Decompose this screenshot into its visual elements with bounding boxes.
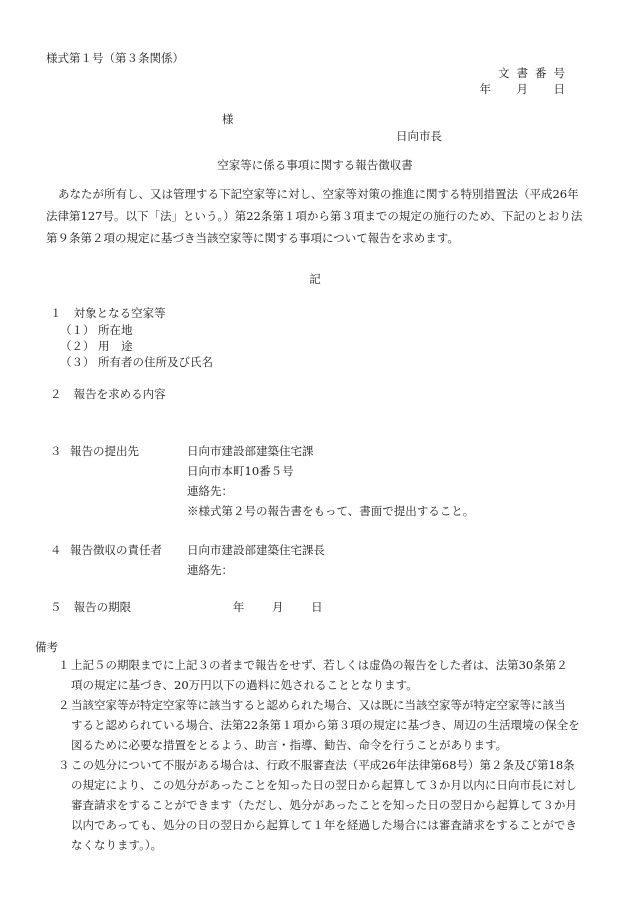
- section-label: 報告の期限: [73, 600, 132, 614]
- responsible-line: 連絡先：: [187, 563, 233, 577]
- section-label: 報告徴収の責任者: [70, 543, 162, 557]
- remark-line: すると認められている場合、法第22条第１項から第３項の規定に基づき、周辺の生活環境の保全を: [71, 718, 580, 732]
- responsible-line: 日向市建設部建築住宅課長: [187, 543, 325, 557]
- remark-line: 以内であっても、処分の日の翌日から起算して１年を経過した場合には審査請求をすることができ: [71, 818, 577, 832]
- section-number: ５: [50, 600, 62, 614]
- remarks-heading: 備考: [35, 640, 58, 654]
- section-label: 報告を求める内容: [73, 387, 166, 401]
- remark-line: 図るために必要な措置をとるよう、助言・指導、勧告、命令を行うことがあります。: [71, 738, 508, 752]
- section-deadline: [50, 601, 323, 615]
- destination-line: 日向市本町10番５号: [187, 464, 294, 478]
- destination-line: 日向市建設部建築住宅課: [187, 444, 314, 458]
- section-number: ２: [50, 387, 62, 401]
- remark-line: 上記５の期限までに上記３の者まで報告をせず、若しくは虚偽の報告をした者は、法第30条第２: [71, 658, 568, 672]
- remark-item: [58, 759, 598, 859]
- doc-number-label: 文書番号: [498, 66, 572, 80]
- deadline-date: [233, 601, 323, 615]
- intro-line: あなたが所有し、又は管理する下記空家等に対し、空家等対策の推進に関する特別措置法（平成26年: [58, 187, 579, 201]
- intro-paragraph: [46, 188, 586, 254]
- deadline-day: 日: [311, 600, 323, 614]
- list-item: [60, 340, 213, 356]
- remarks-list: [58, 659, 598, 859]
- deadline-year: 年: [232, 600, 245, 614]
- remark-item: [58, 659, 598, 699]
- deadline-month: 月: [271, 600, 284, 614]
- item-label: 所有者の住所及び氏名: [98, 355, 213, 369]
- document-meta: [480, 67, 573, 99]
- section-number: １: [50, 306, 62, 320]
- destination-line: 連絡先：: [187, 484, 233, 498]
- item-number: （３）: [60, 355, 95, 369]
- remark-number: ３: [58, 758, 70, 772]
- remark-line: この処分について不服がある場合は、行政不服審査法（平成26年法律第68号）第２条及び第18条: [71, 758, 575, 772]
- remark-line: なくなります。）。: [71, 838, 163, 852]
- section-submission-destination: [50, 445, 474, 525]
- intro-line: 法律第127号。以下「法」という。）第22条第１項から第３項までの規定の施行のため、下記のとおり法: [46, 209, 583, 223]
- remark-line: 当該空家等が特定空家等に該当すると認められた場合、又は既に当該空家等が特定空家等に該当: [71, 698, 566, 712]
- section-label: 報告の提出先: [70, 444, 139, 458]
- form-number: 様式第１号（第３条関係）: [46, 51, 184, 65]
- addressee-suffix: 様: [222, 112, 234, 126]
- issuer: 日向市長: [396, 129, 442, 143]
- remark-item: [58, 699, 598, 759]
- section-number: ３: [50, 444, 62, 458]
- remark-line: 審査請求をすることができます（ただし、処分があったことを知った日の翌日から起算して３か月: [71, 798, 577, 812]
- destination-line: ※様式第２号の報告書をもって、書面で提出すること。: [187, 504, 475, 518]
- document-title: 空家等に係る事項に関する報告徴収書: [217, 158, 413, 172]
- section-label: 対象となる空家等: [73, 306, 166, 320]
- remark-line: の規定により、この処分があったことを知った日の翌日から起算して３か月以内に日向市長に対し: [71, 778, 577, 792]
- remark-number: １: [58, 658, 70, 672]
- remark-line: 項の規定に基づき、20万円以下の過料に処されることとなります。: [71, 678, 418, 692]
- item-number: （２）: [60, 339, 95, 353]
- section-number: ４: [50, 543, 62, 557]
- date-label: 年 月 日: [479, 82, 572, 96]
- item-label: 用 途: [98, 339, 133, 353]
- section-target-property: [50, 307, 213, 372]
- item-label: 所在地: [98, 323, 133, 337]
- section-report-content: [50, 388, 166, 402]
- ki-heading: 記: [309, 272, 321, 286]
- list-item: [60, 324, 213, 340]
- section-responsible-person: [50, 544, 325, 584]
- item-number: （１）: [60, 323, 95, 337]
- intro-line: 第９条第２項の規定に基づき当該空家等に関する事項について報告を求めます。: [46, 231, 459, 245]
- list-item: [60, 356, 213, 372]
- remark-number: ２: [58, 698, 70, 712]
